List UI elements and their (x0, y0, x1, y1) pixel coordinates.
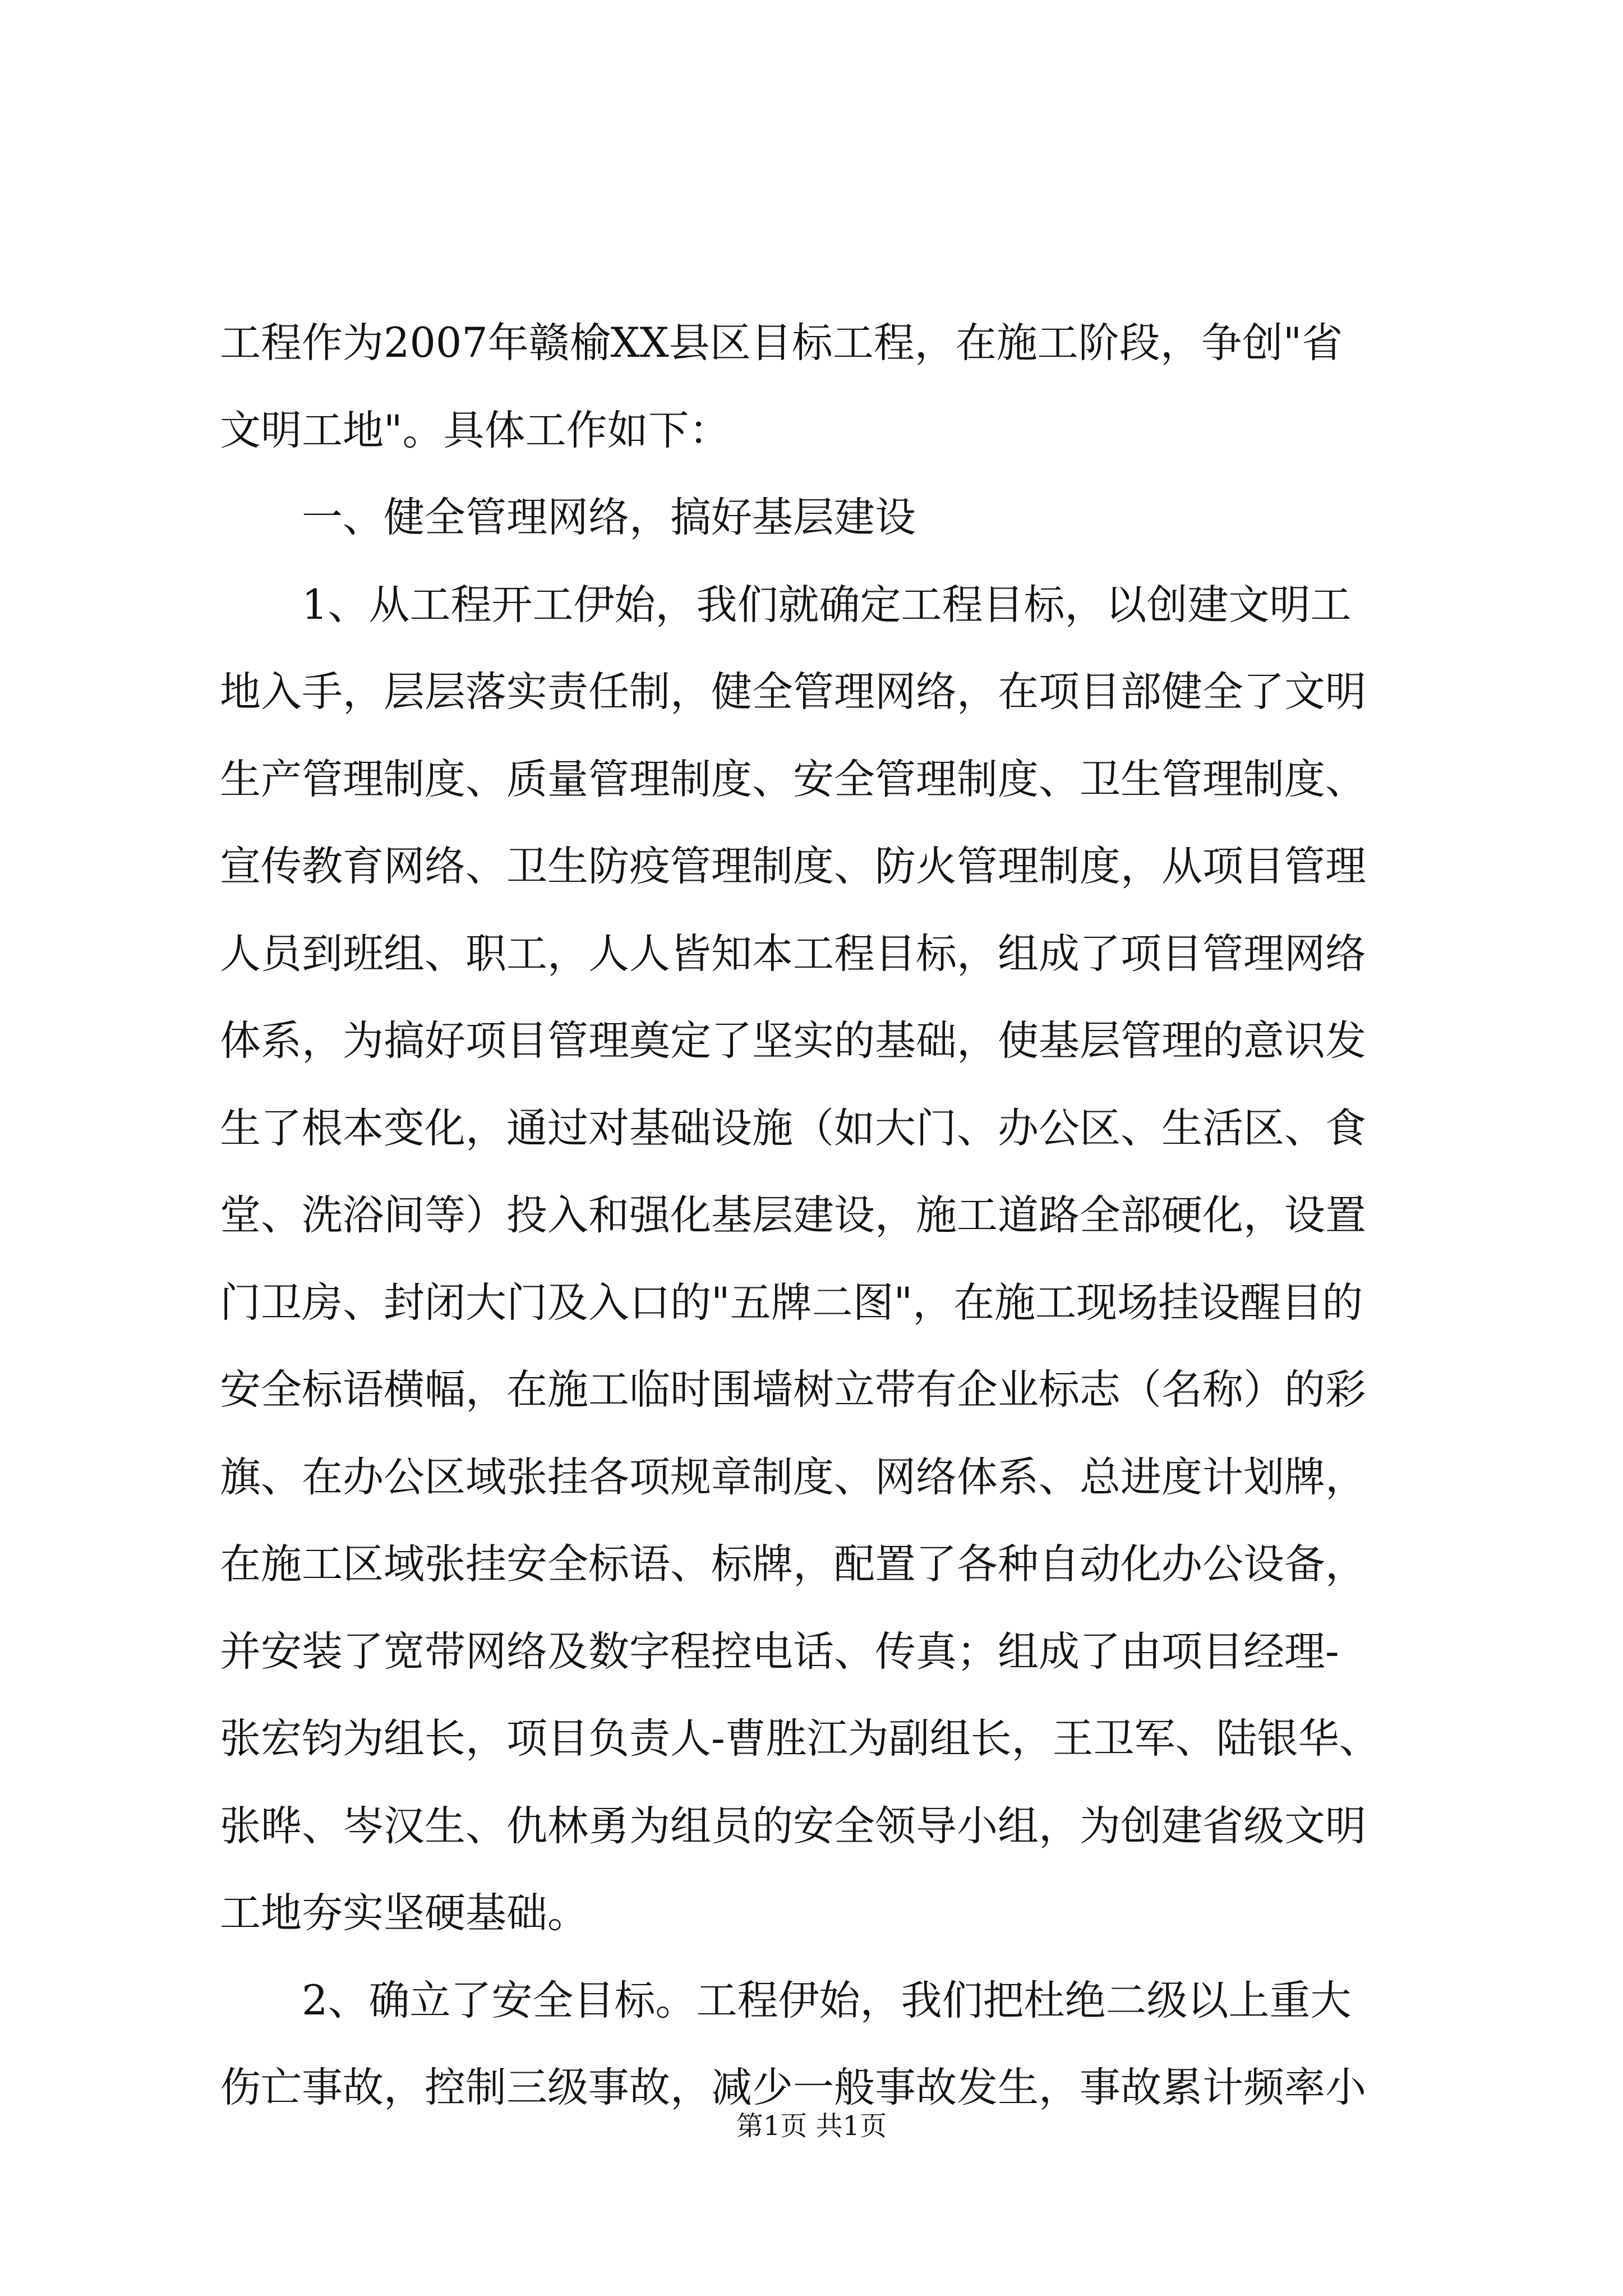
text-line: 张晔、岑汉生、仇林勇为组员的安全领导小组，为创建省级文明 (220, 1802, 1366, 1850)
text-line: 体系，为搞好项目管理奠定了坚实的基础，使基层管理的意识发 (220, 1017, 1366, 1065)
text-line: 生产管理制度、质量管理制度、安全管理制度、卫生管理制度、 (220, 755, 1366, 803)
text-line: 张宏钧为组长，项目负责人-曹胜江为副组长，王卫军、陆银华、 (220, 1715, 1380, 1763)
text-line: 并安装了宽带网络及数字程控电话、传真；组成了由项目经理- (220, 1627, 1339, 1676)
text-line: 安全标语横幅，在施工临时围墙树立带有企业标志（名称）的彩 (220, 1366, 1366, 1414)
text-line: 堂、洗浴间等）投入和强化基层建设，施工道路全部硬化，设置 (220, 1191, 1366, 1239)
text-line: 2、确立了安全目标。工程伊始，我们把杜绝二级以上重大 (302, 1976, 1352, 2024)
text-line: 工程作为2007年赣榆XX县区目标工程，在施工阶段，争创"省 (220, 319, 1343, 367)
text-line: 在施工区域张挂安全标语、标牌，配置了各种自动化办公设备， (220, 1540, 1366, 1588)
text-line: 伤亡事故，控制三级事故，减少一般事故发生，事故累计频率小 (220, 2064, 1366, 2111)
section-heading: 一、健全管理网络，搞好基层建设 (302, 494, 916, 541)
text-line: 人员到班组、职工，人人皆知本工程目标，组成了项目管理网络 (220, 930, 1366, 978)
text-line: 工地夯实坚硬基础。 (220, 1889, 588, 1937)
text-line: 旗、在办公区域张挂各项规章制度、网络体系、总进度计划牌， (220, 1453, 1366, 1501)
text-line: 生了根本变化，通过对基础设施（如大门、办公区、生活区、食 (220, 1104, 1366, 1152)
text-line: 宣传教育网络、卫生防疫管理制度、防火管理制度，从项目管理 (220, 843, 1366, 890)
text-line: 文明工地"。具体工作如下： (220, 406, 730, 454)
page-footer: 第1页 共1页 (736, 2110, 887, 2142)
text-line: 地入手，层层落实责任制，健全管理网络，在项目部健全了文明 (220, 668, 1366, 716)
text-line: 门卫房、封闭大门及入口的"五牌二图"，在施工现场挂设醒目的 (220, 1278, 1363, 1327)
body-text (220, 300, 1414, 2132)
text-line: 1、从工程开工伊始，我们就确定工程目标，以创建文明工 (302, 581, 1352, 629)
